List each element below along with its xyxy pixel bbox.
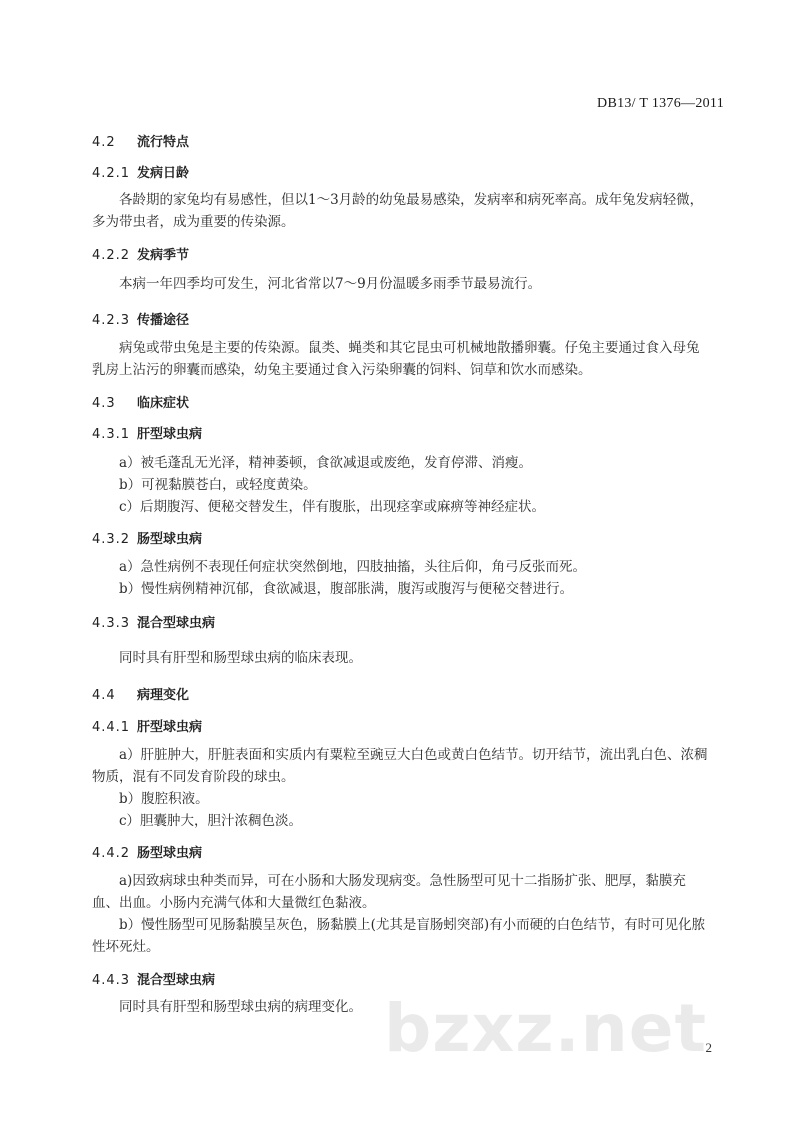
document-code: DB13/ T 1376—2011 <box>597 96 724 111</box>
watermark: bzxz.net <box>384 990 708 1067</box>
section-heading-4-4 <box>92 684 189 703</box>
section-heading-4-2 <box>92 131 189 150</box>
section-title: 临床症状 <box>137 396 190 411</box>
section-title: 流行特点 <box>137 135 190 150</box>
paragraph-season: 本病一年四季均可发生，河北省常以7～9月份温暖多雨季节最易流行。 <box>119 276 542 292</box>
section-title: 混合型球虫病 <box>137 973 216 988</box>
section-title: 肠型球虫病 <box>137 532 203 547</box>
section-heading-4-3-1 <box>92 423 202 442</box>
list-item: b）慢性病例精神沉郁，食欲减退，腹部胀满，腹泻或腹泻与便秘交替进行。 <box>119 581 574 597</box>
section-heading-4-3-3 <box>92 612 215 631</box>
section-number: 4.2 <box>92 135 116 150</box>
section-heading-4-2-3 <box>92 309 189 328</box>
section-heading-4-4-3 <box>92 969 215 988</box>
section-number: 4.2.1 <box>92 166 131 181</box>
section-number: 4.3 <box>92 396 116 411</box>
section-number: 4.3.3 <box>92 616 131 631</box>
section-heading-4-4-1 <box>92 716 202 735</box>
paragraph-mixed-pathology: 同时具有肝型和肠型球虫病的病理变化。 <box>119 999 362 1015</box>
section-number: 4.4.3 <box>92 973 131 988</box>
section-number: 4.4 <box>92 688 116 703</box>
paragraph-transmission: 病兔或带虫兔是主要的传染源。鼠类、蝇类和其它昆虫可机械地散播卵囊。仔兔主要通过食入母兔乳房上沾污的卵囊而感染，幼兔主要通过食入污染卵囊的饲料、饲草和饮水而感染。 <box>92 340 700 378</box>
section-title: 发病日龄 <box>137 166 190 181</box>
list-item: a）被毛蓬乱无光泽，精神萎顿，食欲减退或废绝，发育停滞、消瘦。 <box>119 455 533 471</box>
section-title: 传播途径 <box>137 313 190 328</box>
section-title: 肝型球虫病 <box>137 427 203 442</box>
section-number: 4.2.3 <box>92 313 131 328</box>
list-item: a)因致病球虫种类而异，可在小肠和大肠发现病变。急性肠型可见十二指肠扩张、肥厚，黏膜充血、出血。小肠内充满气体和大量微红色黏液。 <box>92 873 686 911</box>
list-item: b）腹腔积液。 <box>119 791 209 807</box>
page-number: 2 <box>705 1040 712 1055</box>
section-heading-4-3 <box>92 392 189 411</box>
section-number: 4.2.2 <box>92 248 131 263</box>
list-item: a）急性病例不表现任何症状突然倒地，四肢抽搐，头往后仰，角弓反张而死。 <box>119 559 587 575</box>
section-title: 肝型球虫病 <box>137 720 203 735</box>
paragraph-mixed-clinical: 同时具有肝型和肠型球虫病的临床表现。 <box>119 650 362 666</box>
section-heading-4-4-2 <box>92 842 202 861</box>
section-title: 发病季节 <box>137 248 190 263</box>
section-title: 肠型球虫病 <box>137 846 203 861</box>
paragraph-onset-age: 各龄期的家兔均有易感性，但以1～3月龄的幼兔最易感染，发病率和病死率高。成年兔发病轻微，多为带虫者，成为重要的传染源。 <box>92 192 704 230</box>
section-title: 病理变化 <box>137 688 190 703</box>
section-number: 4.3.1 <box>92 427 131 442</box>
section-heading-4-2-2 <box>92 244 189 263</box>
section-number: 4.4.1 <box>92 720 131 735</box>
list-item: b）可视黏膜苍白，或轻度黄染。 <box>119 477 317 493</box>
list-item: a）肝脏肿大，肝脏表面和实质内有粟粒至豌豆大白色或黄白色结节。切开结节，流出乳白色、浓稠物质，混有不同发育阶段的球虫。 <box>92 747 708 785</box>
list-item: b）慢性肠型可见肠黏膜呈灰色，肠黏膜上(尤其是盲肠蚓突部)有小而硬的白色结节，有时可见化脓性坏死灶。 <box>92 917 706 955</box>
list-item: c）后期腹泻、便秘交替发生，伴有腹胀，出现痉挛或麻痹等神经症状。 <box>119 499 546 515</box>
list-item: c）胆囊肿大，胆汁浓稠色淡。 <box>119 813 303 829</box>
section-number: 4.3.2 <box>92 532 131 547</box>
section-heading-4-3-2 <box>92 528 202 547</box>
section-title: 混合型球虫病 <box>137 616 216 631</box>
section-heading-4-2-1 <box>92 162 189 181</box>
section-number: 4.4.2 <box>92 846 131 861</box>
